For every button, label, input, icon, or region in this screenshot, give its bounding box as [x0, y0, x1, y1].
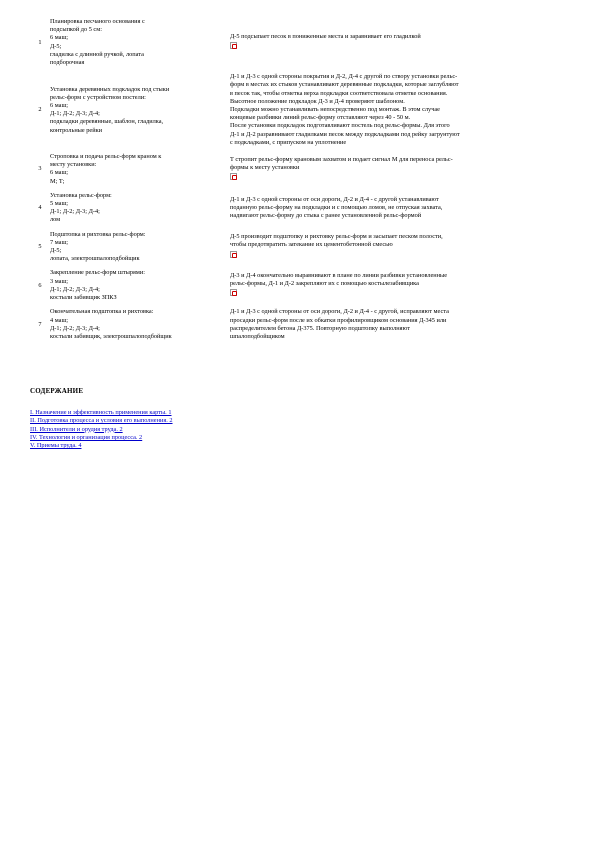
contents-link[interactable]: IV. Технология и организация процесса. 2	[30, 433, 143, 441]
step-row	[30, 153, 570, 186]
step-work-description	[50, 18, 230, 67]
step-method-description	[230, 231, 570, 264]
work-line: Установка деревянных подкладок под стыки	[50, 85, 170, 93]
method-line: Д-1 и Д-3 с одной стороны покрытия и Д-2, Д-4 с другой по створу установки рельс-	[230, 73, 458, 81]
step-number: 1	[38, 38, 42, 46]
work-line: подсыпкой до 5 см:	[50, 26, 102, 34]
method-line: Д-1 и Д-2 разравнивают гладилками песок между подкладками под рейку загрунтуют	[230, 130, 460, 138]
contents-section	[30, 387, 430, 450]
method-line: форм в местах их стыков устанавливают деревянные подкладки, которые заглубляют	[230, 81, 459, 89]
work-line: костыли забивщик, электрошпалоподбойщик	[50, 332, 172, 340]
work-line: Установка рельс-форм:	[50, 191, 112, 199]
work-line: рельс-форм с устройством постели:	[50, 93, 146, 101]
step-method-description	[230, 192, 570, 225]
method-line: просадки рельс-форм после их обкатки профилировщиком основания Д-345 или	[230, 316, 447, 324]
step-method-description	[230, 18, 570, 67]
work-line: Д-5;	[50, 42, 62, 50]
step-row	[30, 73, 570, 147]
work-line: Д-5;	[50, 247, 62, 255]
step-method-description	[230, 73, 570, 147]
method-line: Т стропит рельс-форму крановым захватом и подает сигнал М для переноса рельс-	[230, 155, 453, 163]
work-line: костыли забивщик ЗПКЗ	[50, 294, 117, 302]
work-line: 7 маш;	[50, 238, 69, 246]
work-line: М; Т;	[50, 177, 65, 185]
work-line: подкладки деревянные, шаблон, гладилка,	[50, 118, 164, 126]
step-method-description	[230, 308, 570, 341]
method-line: формы к месту установки	[230, 163, 300, 171]
step-row	[30, 269, 570, 302]
method-line: надвигают рельс-форму до стыка с ранее установленной рельс-формой	[230, 212, 422, 220]
step-row	[30, 18, 570, 67]
method-line: с подкладками, с припуском на уплотнение	[230, 138, 347, 146]
work-line: контрольные рейки	[50, 126, 103, 134]
method-line: в песок так, чтобы отметка верха подкладки соответствовала отметке основания.	[230, 89, 448, 97]
step-number: 3	[38, 165, 42, 173]
work-line: Д-1; Д-2; Д-3; Д-4;	[50, 285, 100, 293]
method-line: После установки подкладок подготавливают постель под рельс-формы. Для этого	[230, 122, 450, 130]
work-line: 6 маш;	[50, 169, 69, 177]
step-work-description	[50, 231, 230, 264]
step-number: 5	[38, 242, 42, 250]
step-row	[30, 308, 570, 341]
contents-link[interactable]: II. Подготовка процесса и условия его выполнения. 2	[30, 417, 173, 425]
method-line: поданную рельс-форму на подкладки и с помощью ломов, не отпуская захвата,	[230, 204, 443, 212]
step-number: 6	[38, 281, 42, 289]
step-number: 4	[38, 204, 42, 212]
work-line: 5 маш;	[50, 200, 69, 208]
method-line: Д-3 и Д-4 окончательно выравнивают в плане по линии разбивки установленные	[230, 272, 448, 280]
method-line: концевые разбивки линий рельс-форму отставляют через 40 - 50 м.	[230, 114, 411, 122]
method-line: Д-5 производит подштопку и рихтовку рельс-форм и засыпает песком полости,	[230, 233, 443, 241]
work-line: Д-1; Д-2; Д-3; Д-4;	[50, 208, 100, 216]
work-line: 3 маш;	[50, 277, 69, 285]
table-of-contents	[30, 409, 430, 450]
step-method-description	[230, 269, 570, 302]
work-line: лом	[50, 216, 61, 224]
method-line: чтобы предотвратить затекание их цементобетонной смесью	[230, 241, 393, 249]
step-work-description	[50, 308, 230, 341]
step-work-description	[50, 73, 230, 147]
step-work-description	[50, 269, 230, 302]
work-line: гладилка с длинной ручкой, лопата	[50, 50, 144, 58]
work-line: Д-1; Д-2; Д-3; Д-4;	[50, 110, 100, 118]
work-line: Д-1; Д-2; Д-3; Д-4;	[50, 324, 100, 332]
work-line: месту установки:	[50, 161, 97, 169]
work-line: лопата, электрошпалоподбойщик	[50, 255, 140, 263]
work-line: 6 маш;	[50, 101, 69, 109]
broken-image-icon	[230, 289, 237, 296]
step-method-description	[230, 153, 570, 186]
work-line: Строповка и подача рельс-форм краном к	[50, 153, 162, 161]
method-line: Д-5 подсыпает песок в пониженные места и заравнивает его гладилкой	[230, 32, 421, 40]
method-line: Высотное положение подкладок Д-3 и Д-4 проверяют шаблоном.	[230, 97, 405, 105]
work-line: 6 маш;	[50, 34, 69, 42]
step-work-description	[50, 153, 230, 186]
method-line: Подкладки можно устанавливать непосредственно под монтаж. В этом случае	[230, 106, 440, 114]
method-line: распределителем бетона Д-375. Повторную подштопку выполняют	[230, 324, 410, 332]
step-work-description	[50, 192, 230, 225]
broken-image-icon	[230, 42, 237, 49]
process-steps-table	[30, 18, 570, 341]
step-row	[30, 231, 570, 264]
work-line: 4 маш;	[50, 316, 69, 324]
contents-link[interactable]: I. Назначение и эффективность применения карты. 1	[30, 409, 172, 416]
work-line: подборочная	[50, 59, 85, 67]
method-line: шпалоподбойщиком	[230, 332, 285, 340]
method-line: Д-1 и Д-3 с одной стороны от оси дороги, Д-2 и Д-4 - с другой устанавливают	[230, 195, 439, 203]
work-line: Подштопка и рихтовка рельс-форм:	[50, 230, 146, 238]
work-line: Закрепление рельс-форм штырями:	[50, 269, 146, 277]
method-line: рельс-формы, Д-1 и Д-2 закрепляют их с помощью костылезабивщика	[230, 280, 419, 288]
step-number: 7	[38, 320, 42, 328]
contents-link[interactable]: III. Исполнители и орудия труда. 2	[30, 425, 123, 433]
work-line: Планировка песчаного основания с	[50, 18, 145, 25]
step-number: 2	[38, 106, 42, 114]
step-row	[30, 192, 570, 225]
broken-image-icon	[230, 173, 237, 180]
method-line: Д-1 и Д-3 с одной стороны от оси дороги, Д-2 и Д-4 - с другой, исправляют места	[230, 308, 449, 316]
work-line: Окончательная подштопка и рихтовка:	[50, 308, 154, 316]
contents-link[interactable]: V. Приемы труда. 4	[30, 442, 82, 450]
contents-title: СОДЕРЖАНИЕ	[30, 387, 84, 395]
broken-image-icon	[230, 251, 237, 258]
